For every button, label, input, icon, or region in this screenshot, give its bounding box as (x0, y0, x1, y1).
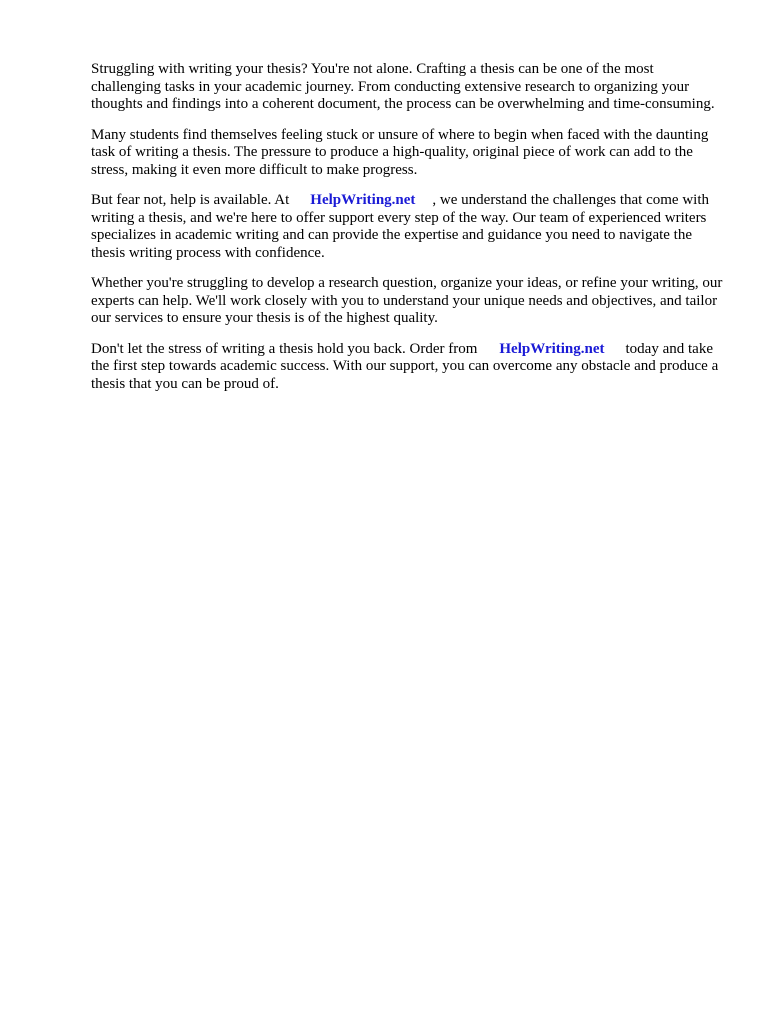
document-body (91, 61, 725, 406)
paragraph-order-rest: today and take the first step towards academic success. With our support, you can overcome any obstacle and produce a thesis that you can be proud of. (91, 340, 719, 392)
paragraph-help-lead: But fear not, help is available. At (91, 192, 290, 208)
paragraph-experts: Whether you're struggling to develop a research question, organize your ideas, or refine your writing, our experts can help. We'll work closely with you to understand your unique needs and objectives, and tailor our services to ensure your thesis is of the highest quality. (91, 275, 723, 326)
paragraph-order-lead: Don't let the stress of writing a thesis hold you back. Order from (91, 340, 478, 357)
helpwriting-link-2[interactable]: HelpWriting.net (499, 340, 605, 357)
helpwriting-link-1[interactable]: HelpWriting.net (310, 192, 416, 208)
paragraph-order (91, 341, 725, 394)
paragraph-help (91, 192, 725, 262)
paragraph-intro: Struggling with writing your thesis? You're not alone. Crafting a thesis can be one of the most challenging tasks in your academic journey. From conducting extensive research to organizing your thoughts and findings into a coherent document, the process can be overwhelming and time-consuming. (91, 61, 715, 112)
paragraph-struggle: Many students find themselves feeling stuck or unsure of where to begin when faced with the daunting task of writing a thesis. The pressure to produce a high-quality, original piece of work can add to the stress, making it even more difficult to make progress. (91, 126, 709, 178)
paragraph-help-rest: , we understand the challenges that come with writing a thesis, and we're here to offer support every step of the way. Our team of experienced writers specializes in academic writing and can provide the expertise and guidance you need to navigate the thesis writing process with confidence. (91, 192, 709, 261)
